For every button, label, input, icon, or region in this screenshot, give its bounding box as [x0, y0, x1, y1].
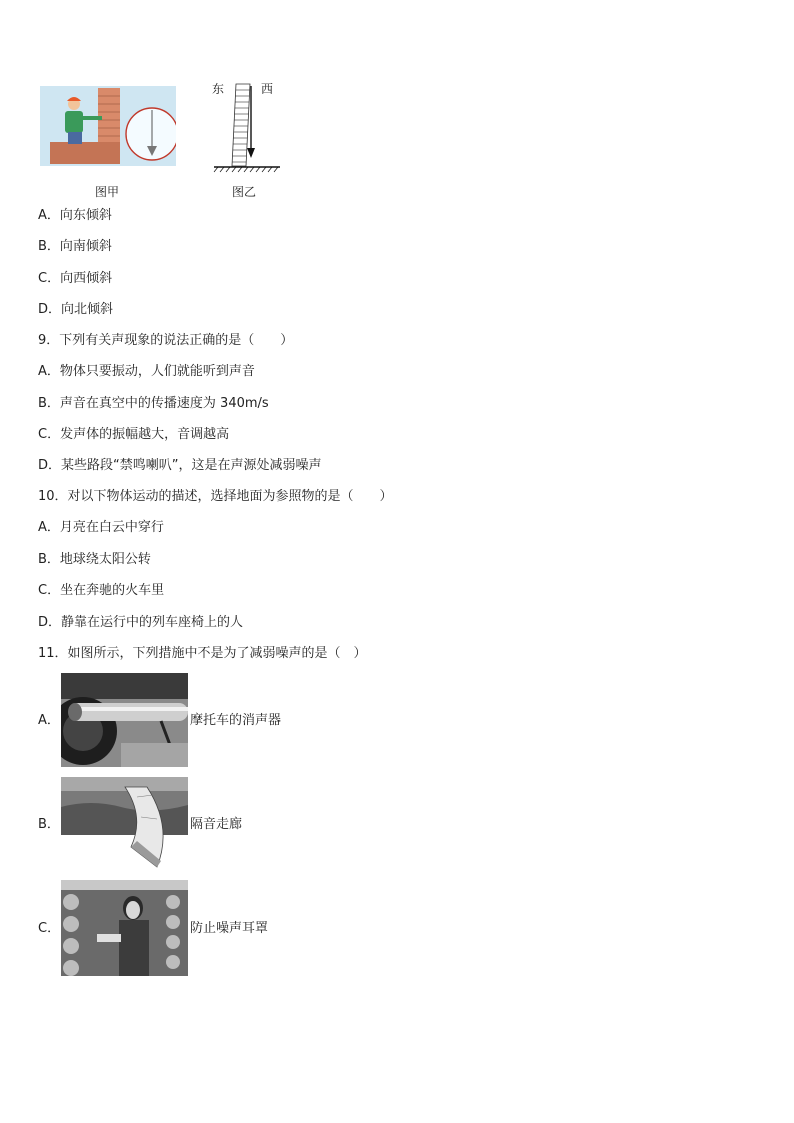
earmuff-photo — [61, 880, 188, 976]
q10-option-c: C．坐在奔驰的火车里 — [38, 583, 165, 598]
q8-option-c: C．向西倾斜 — [38, 271, 113, 286]
figure-b-east-label: 东 — [212, 82, 225, 96]
figure-b-caption: 图乙 — [231, 185, 256, 199]
q8-option-b: B．向南倾斜 — [38, 239, 112, 254]
q10-stem: 10．对以下物体运动的描述，选择地面为参照物的是（ ） — [38, 489, 393, 504]
q9-option-c: C．发声体的振幅越大，音调越高 — [38, 427, 230, 442]
q11-stem: 11．如图所示，下列措施中不是为了减弱噪声的是（ ） — [38, 646, 367, 661]
q8-option-a: A．向东倾斜 — [38, 208, 112, 223]
q11-option-c-label: C． — [38, 921, 61, 936]
q11-option-b-label: B． — [38, 817, 60, 832]
q11-option-a-text: 摩托车的消声器 — [190, 713, 282, 728]
q9-option-b: B．声音在真空中的传播速度为 340m/s — [38, 396, 269, 411]
q10-option-a: A．月亮在白云中穿行 — [38, 520, 164, 535]
figure-b-west-label: 西 — [261, 82, 274, 96]
figure-a-illustration — [40, 86, 176, 166]
q11-option-b-text: 隔音走廊 — [190, 817, 243, 832]
q9-option-d: D．某些路段“禁鸣喇叭”，这是在声源处减弱噪声 — [38, 458, 322, 473]
figure-a-caption: 图甲 — [94, 185, 119, 199]
muffler-photo — [61, 673, 188, 767]
q11-option-a-label: A． — [38, 713, 60, 728]
q9-stem: 9．下列有关声现象的说法正确的是（ ） — [38, 333, 294, 348]
figure-a — [40, 86, 176, 166]
corridor-photo — [61, 777, 188, 871]
q8-option-d: D．向北倾斜 — [38, 302, 114, 317]
q10-option-d: D．静靠在运行中的列车座椅上的人 — [38, 615, 244, 630]
q11-option-c-text: 防止噪声耳罩 — [190, 921, 269, 936]
q10-option-b: B．地球绕太阳公转 — [38, 552, 151, 567]
q9-option-a: A．物体只要振动，人们就能听到声音 — [38, 364, 255, 379]
